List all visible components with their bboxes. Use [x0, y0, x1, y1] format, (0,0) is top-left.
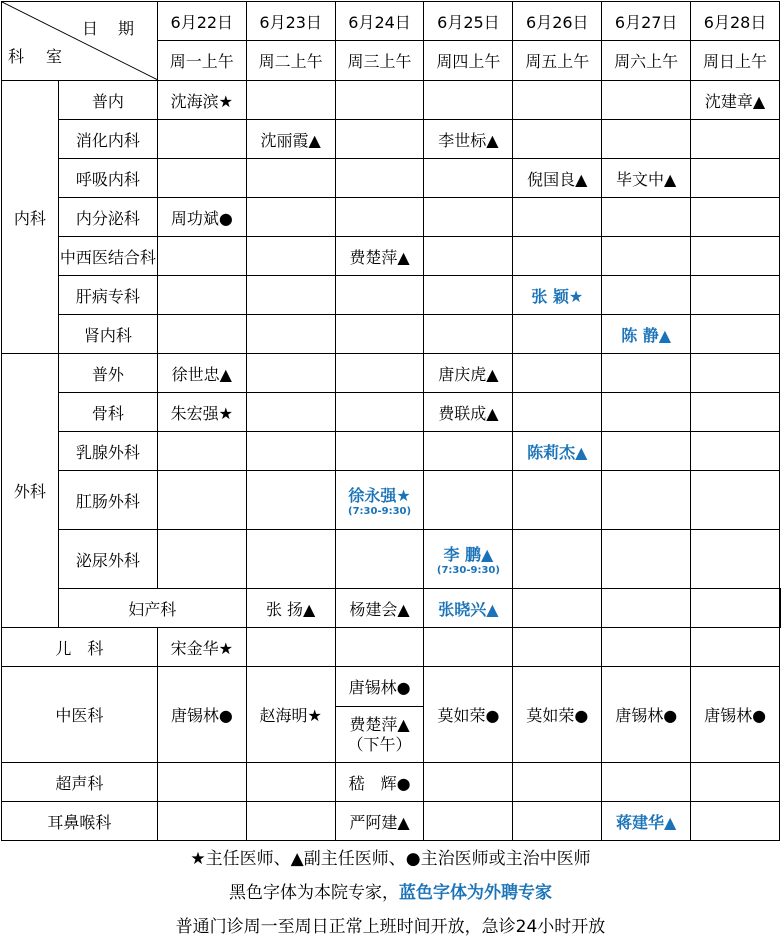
- date-header: 6月27日: [602, 2, 691, 41]
- doctor-cell: 沈丽霞▲: [246, 120, 335, 159]
- dept-zhongxi: 中西医结合科: [58, 237, 157, 276]
- dept-gangchang: 肛肠外科: [58, 471, 157, 530]
- schedule-table: [1, 1, 781, 841]
- dept-puwai: 普外: [58, 354, 157, 393]
- opening-hours-note: 普通门诊周一至周日正常上班时间开放，急诊24小时开放: [175, 917, 606, 937]
- weekday-header: 周五上午: [513, 41, 602, 81]
- doctor-cell: 嵇 辉●: [335, 763, 424, 802]
- blue-font-note: 蓝色字体为外聘专家: [399, 883, 552, 903]
- dept-ruxian: 乳腺外科: [58, 432, 157, 471]
- doctor-cell: 唐锡林●: [602, 667, 691, 763]
- external-doctor-cell: 陈莉杰▲: [513, 432, 602, 471]
- doctor-cell: 唐庆虎▲: [424, 354, 513, 393]
- doctor-cell: 宋金华★: [157, 628, 246, 667]
- doctor-cell: 周功斌●: [157, 198, 246, 237]
- weekday-header: 周一上午: [157, 41, 246, 81]
- doctor-cell: 费联成▲: [424, 393, 513, 432]
- external-doctor-cell: 张 颖★: [513, 276, 602, 315]
- dept-punei: 普内: [58, 81, 157, 120]
- doctor-cell: 莫如荣●: [513, 667, 602, 763]
- header-corner: [2, 2, 158, 81]
- dept-fuchan: 妇产科: [58, 589, 246, 628]
- external-doctor-cell: 蒋建华▲: [602, 802, 691, 841]
- group-waike: 外科: [2, 354, 59, 628]
- doctor-cell: 毕文中▲: [602, 159, 691, 198]
- dept-guke: 骨科: [58, 393, 157, 432]
- external-doctor-cell: [335, 471, 424, 530]
- clinic-time: (7:30-9:30): [436, 564, 500, 576]
- black-font-note: 黑色字体为本院专家，: [229, 883, 399, 903]
- dept-erbihou: 耳鼻喉科: [2, 802, 158, 841]
- doctor-cell: 张 扬▲: [246, 589, 335, 628]
- dept-shennei: 肾内科: [58, 315, 157, 354]
- footnotes: [0, 842, 781, 944]
- dept-erke: 儿 科: [2, 628, 158, 667]
- font-color-note: [0, 876, 781, 910]
- doctor-name: 李 鹏▲: [443, 544, 494, 564]
- corner-date-label: 日期: [82, 19, 155, 38]
- doctor-cell: 沈建章▲: [691, 81, 780, 120]
- doctor-cell: 徐世忠▲: [157, 354, 246, 393]
- doctor-cell: [335, 707, 424, 763]
- date-header: 6月26日: [513, 2, 602, 41]
- weekday-header: 周六上午: [602, 41, 691, 81]
- external-doctor-cell: 陈 静▲: [602, 315, 691, 354]
- date-header: 6月25日: [424, 2, 513, 41]
- dept-xiaohua: 消化内科: [58, 120, 157, 159]
- doctor-cell: 费楚萍▲: [335, 237, 424, 276]
- weekday-header: 周日上午: [691, 41, 780, 81]
- dept-zhongyi: 中医科: [2, 667, 158, 763]
- doctor-cell: 赵海明★: [246, 667, 335, 763]
- doctor-name: 徐永强★: [348, 485, 411, 505]
- doctor-cell: 唐锡林●: [335, 667, 424, 707]
- doctor-cell: 李世标▲: [424, 120, 513, 159]
- dept-miniao: 泌尿外科: [58, 530, 157, 589]
- date-header: 6月28日: [691, 2, 780, 41]
- corner-dept-label: 科室: [8, 47, 85, 66]
- doctor-cell: 倪国良▲: [513, 159, 602, 198]
- doctor-cell: 唐锡林●: [691, 667, 780, 763]
- date-header: 6月22日: [157, 2, 246, 41]
- doctor-cell: 沈海滨★: [157, 81, 246, 120]
- external-doctor-cell: 张晓兴▲: [424, 589, 513, 628]
- dept-neifenmi: 内分泌科: [58, 198, 157, 237]
- doctor-name: 费楚萍▲: [349, 714, 410, 734]
- group-neike: 内科: [2, 81, 59, 354]
- doctor-cell: 唐锡林●: [157, 667, 246, 763]
- date-header: 6月23日: [246, 2, 335, 41]
- doctor-cell: 杨建会▲: [335, 589, 424, 628]
- session-note: （下午）: [347, 734, 412, 754]
- weekday-header: 周二上午: [246, 41, 335, 81]
- clinic-time: (7:30-9:30): [348, 505, 412, 517]
- title-legend: ★主任医师、▲副主任医师、●主治医师或主治中医师: [190, 849, 591, 869]
- dept-ganbing: 肝病专科: [58, 276, 157, 315]
- weekday-header: 周三上午: [335, 41, 424, 81]
- doctor-cell: 朱宏强★: [157, 393, 246, 432]
- dept-huxi: 呼吸内科: [58, 159, 157, 198]
- doctor-cell: 严阿建▲: [335, 802, 424, 841]
- doctor-cell: 莫如荣●: [424, 667, 513, 763]
- corner-diagonal: [2, 2, 157, 80]
- external-doctor-cell: [424, 530, 513, 589]
- date-header: 6月24日: [335, 2, 424, 41]
- dept-chaosheng: 超声科: [2, 763, 158, 802]
- weekday-header: 周四上午: [424, 41, 513, 81]
